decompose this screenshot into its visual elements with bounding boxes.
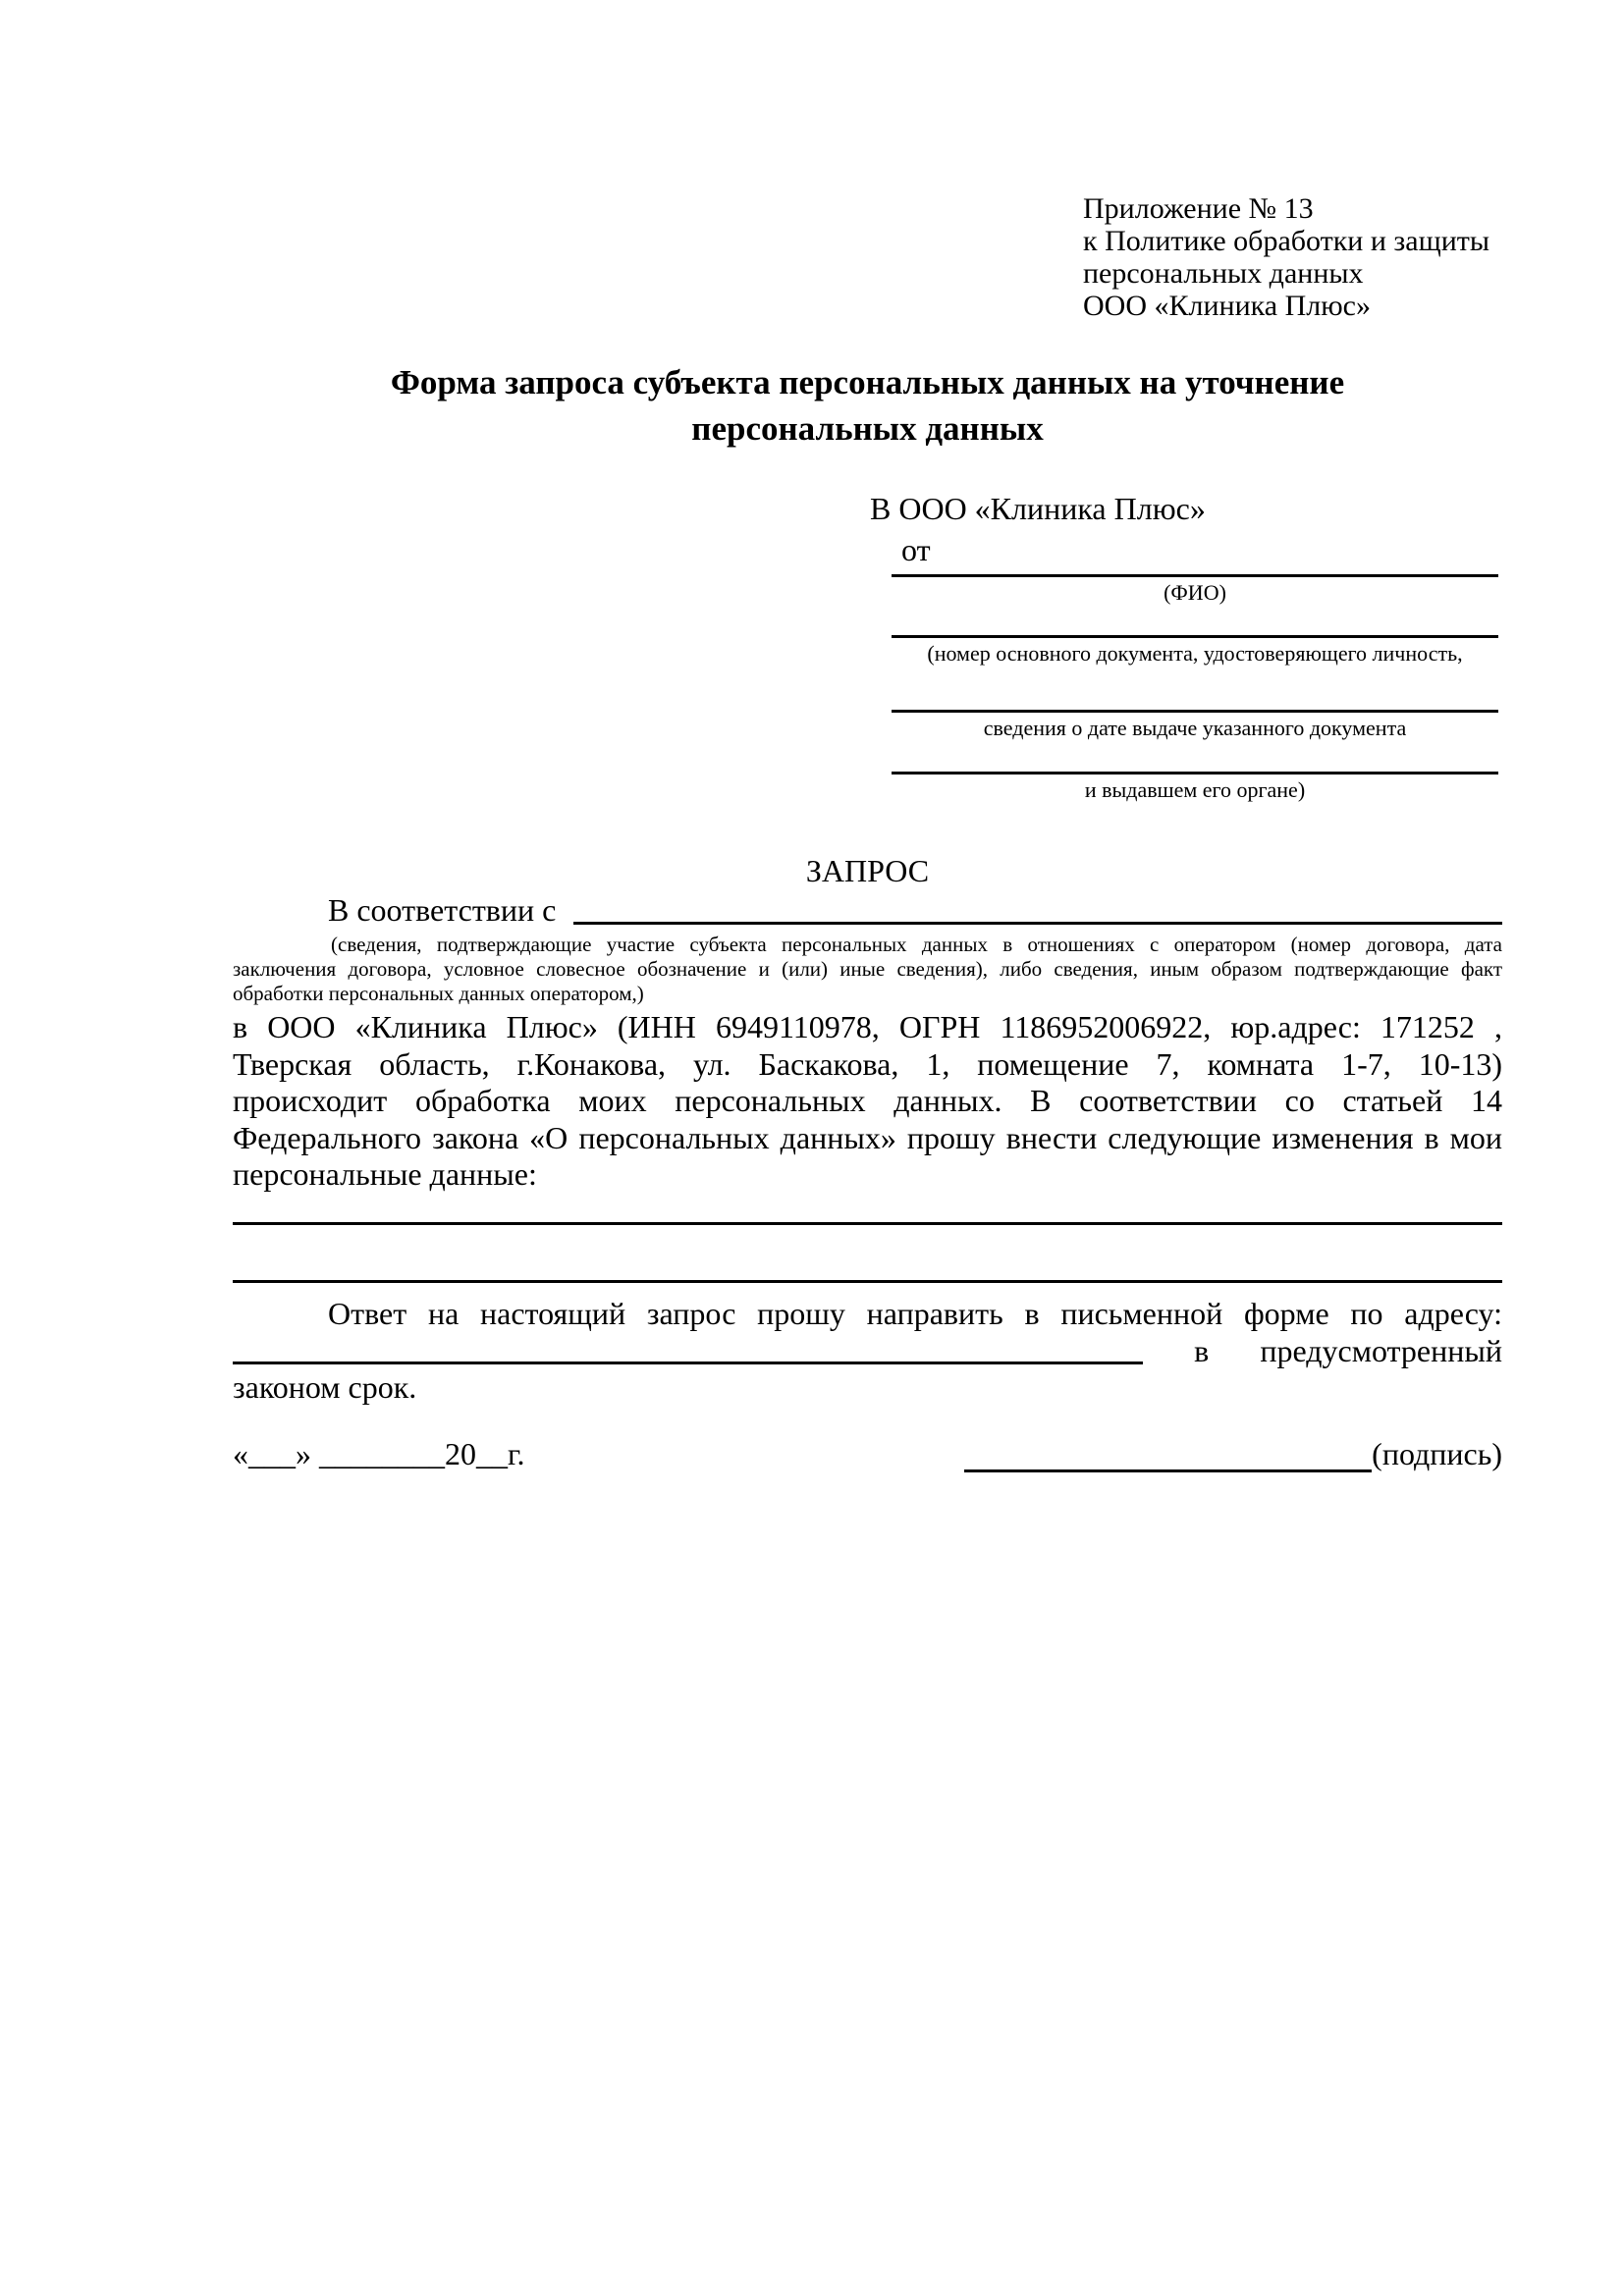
body-line: Федерального закона «О персональных данных» прошу внести следующие изменения в мои bbox=[233, 1119, 1502, 1155]
intro-fill-line bbox=[573, 891, 1502, 925]
reply-word: в bbox=[1194, 1332, 1210, 1368]
footnote-line: обработки персональных данных оператором,) bbox=[233, 982, 644, 1005]
doc-number-caption: (номер основного документа, удостоверяющего личность, bbox=[927, 641, 1463, 666]
document-title bbox=[233, 359, 1502, 452]
date-placeholder: «___» ________20__г. bbox=[233, 1436, 525, 1471]
reply-address-row bbox=[233, 1333, 1502, 1370]
document-title-line: Форма запроса субъекта персональных данных на уточнение bbox=[390, 363, 1345, 401]
reply-line: законом срок. bbox=[233, 1369, 417, 1405]
issue-date-fill-line bbox=[892, 710, 1498, 713]
footnote-line: заключения договора, условное словесное обозначение и (или) иные сведения), либо сведения, иным образом подтверждающие факт bbox=[233, 957, 1502, 981]
signature-fill-line bbox=[964, 1440, 1372, 1472]
document-title-line: персональных данных bbox=[691, 409, 1044, 448]
request-body bbox=[233, 1009, 1502, 1194]
changes-fill-line-2 bbox=[233, 1280, 1502, 1283]
appendix-line: персональных данных bbox=[1083, 257, 1364, 290]
signature-caption: (подпись) bbox=[1372, 1436, 1502, 1471]
address-fill-line bbox=[233, 1333, 1143, 1365]
changes-fill-line-1 bbox=[233, 1222, 1502, 1225]
reply-line: Ответ на настоящий запрос прошу направить в письменной форме по адресу: bbox=[328, 1296, 1502, 1331]
footnote bbox=[233, 933, 1502, 1006]
issue-date-caption: сведения о дате выдаче указанного документа bbox=[983, 716, 1407, 740]
appendix-line: ООО «Клиника Плюс» bbox=[1083, 290, 1371, 322]
appendix-line: Приложение № 13 bbox=[1083, 192, 1314, 225]
body-line: Тверская область, г.Конакова, ул. Баскакова, 1, помещение 7, комната 1-7, 10-13) bbox=[233, 1045, 1502, 1082]
request-heading: ЗАПРОС bbox=[805, 853, 930, 888]
body-line: происходит обработка моих персональных данных. В соответствии со статьей 14 bbox=[233, 1083, 1502, 1118]
signature-row bbox=[233, 1435, 1502, 1472]
body-line: персональные данные: bbox=[233, 1156, 537, 1192]
body-line: в ООО «Клиника Плюс» (ИНН 6949110978, ОГРН 1186952006922, юр.адрес: 171252 , bbox=[233, 1009, 1502, 1044]
fio-fill-line bbox=[892, 574, 1498, 577]
issue-org-caption: и выдавшем его органе) bbox=[1084, 777, 1306, 802]
appendix-line: к Политике обработки и защиты bbox=[1083, 225, 1490, 257]
footnote-line: (сведения, подтверждающие участие субъекта персональных данных в отношениях с оператором (номер договора, дата bbox=[331, 933, 1502, 956]
appendix-ref bbox=[1083, 192, 1489, 322]
addressee-from-label: от bbox=[901, 532, 931, 567]
reply-word: предусмотренный bbox=[1260, 1332, 1502, 1368]
issue-org-fill-line bbox=[892, 772, 1498, 774]
intro-line bbox=[233, 891, 1502, 929]
reply-paragraph bbox=[233, 1296, 1502, 1407]
intro-prefix: В соответствии с bbox=[328, 892, 565, 928]
addressee-org: В ООО «Клиника Плюс» bbox=[870, 491, 1206, 526]
doc-number-fill-line bbox=[892, 635, 1498, 638]
fio-caption: (ФИО) bbox=[1164, 580, 1226, 605]
